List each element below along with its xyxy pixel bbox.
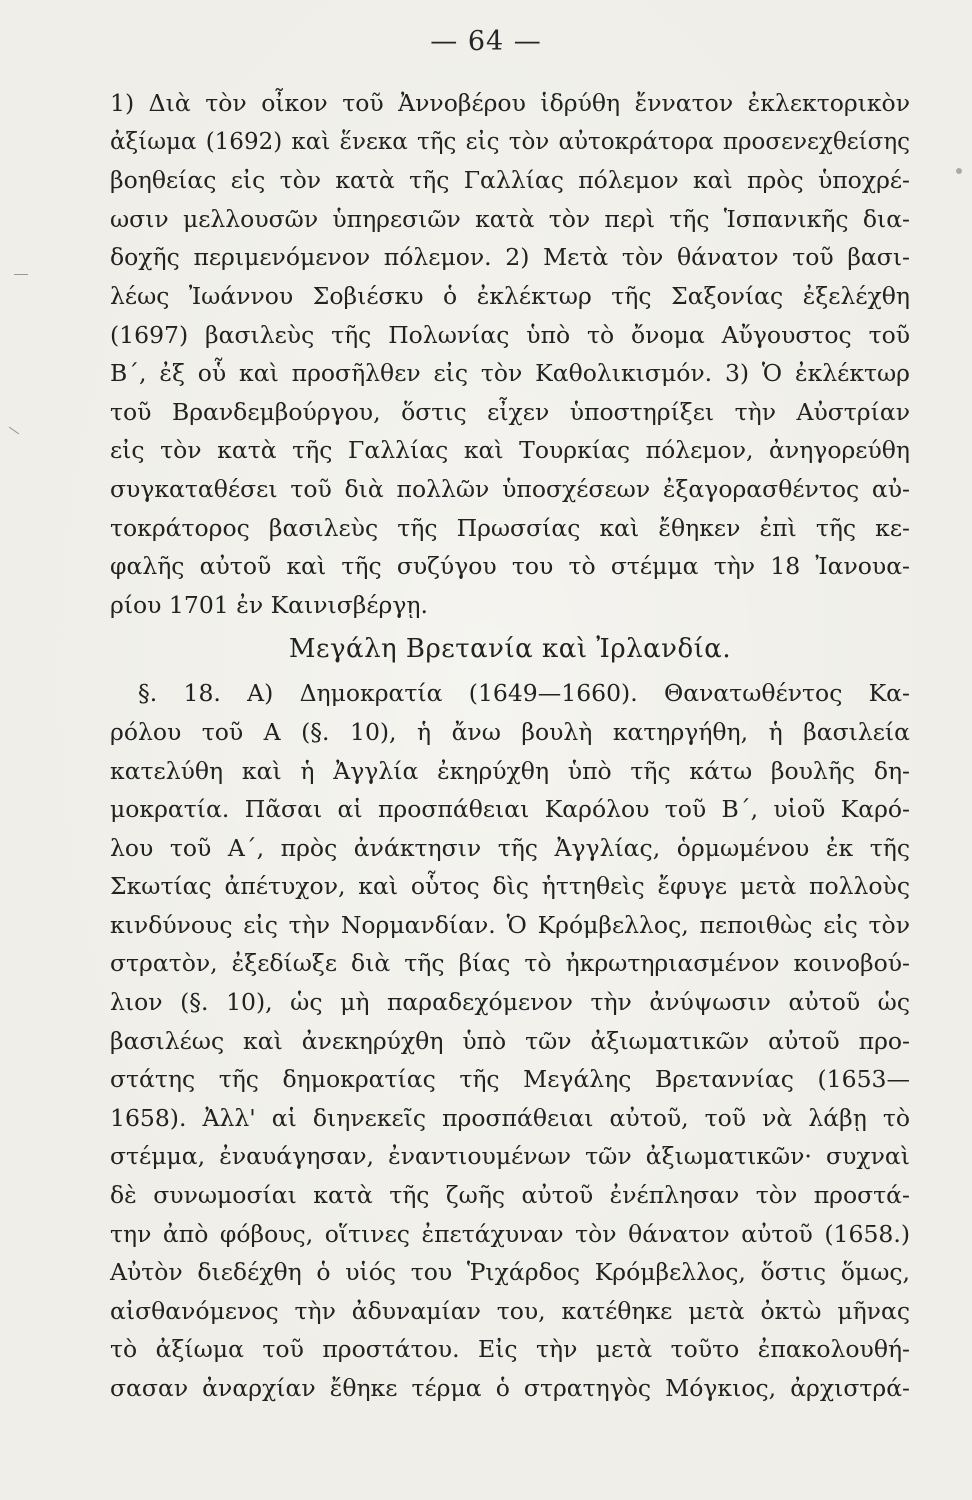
text-line: δὲ συνωμοσίαι κατὰ τῆς ζωῆς αὐτοῦ ἐνέπλησαν τὸν προστά- — [110, 1181, 910, 1210]
margin-mark — [14, 274, 28, 275]
text-line: βοηθείας εἰς τὸν κατὰ τῆς Γαλλίας πόλεμον καὶ πρὸς ὑποχρέ- — [110, 166, 910, 195]
text-line: τοῦ Βρανδεμβούργου, ὅστις εἶχεν ὑποστηρίξει τὴν Αὐστρίαν — [110, 397, 910, 426]
text-line: λιον (§. 10), ὡς μὴ παραδεχόμενον τὴν ἀνύψωσιν αὐτοῦ ὡς — [110, 988, 910, 1017]
text-line: 1658). Ἀλλ' αἱ διηνεκεῖς προσπάθειαι αὐτοῦ, τοῦ νὰ λάβῃ τὸ — [110, 1103, 910, 1132]
page-number: — 64 — — [430, 26, 542, 57]
text-line: σασαν ἀναρχίαν ἔθηκε τέρμα ὁ στρατηγὸς Μόγκιος, ἀρχιστρά- — [110, 1374, 910, 1402]
text-line: λου τοῦ Α΄, πρὸς ἀνάκτησιν τῆς Ἀγγλίας, ὁρμωμένου ἐκ τῆς — [110, 833, 910, 862]
text-line: (1697) βασιλεὺς τῆς Πολωνίας ὑπὸ τὸ ὄνομα Αὔγουστος τοῦ — [110, 320, 910, 349]
text-line: §. 18. Α) Δημοκρατία (1649—1660). Θανατωθέντος Κα- — [138, 679, 910, 708]
text-line: τὸ ἀξίωμα τοῦ προστάτου. Εἰς τὴν μετὰ τοῦτο ἐπακολουθή- — [110, 1335, 910, 1364]
text-line: βασιλέως καὶ ἀνεκηρύχθη ὑπὸ τῶν ἀξιωματικῶν αὐτοῦ προ- — [110, 1026, 910, 1055]
paragraph-commonwealth — [110, 674, 910, 1407]
text-line: Αὐτὸν διεδέχθη ὁ υἱός του Ῥιχάρδος Κρόμβελλος, ὅστις ὅμως, — [110, 1258, 910, 1287]
text-line: λέως Ἰωάννου Σοβιέσκυ ὁ ἐκλέκτωρ τῆς Σαξονίας ἐξελέχθη — [110, 281, 910, 310]
text-line: Σκωτίας ἀπέτυχον, καὶ οὗτος δὶς ἡττηθεὶς ἔφυγε μετὰ πολλοὺς — [110, 872, 910, 901]
text-line: φαλῆς αὐτοῦ καὶ τῆς συζύγου του τὸ στέμμα τὴν 18 Ἰανουα- — [110, 552, 910, 581]
paragraph-prussia-electors — [110, 84, 910, 624]
text-line: την ἀπὸ φόβους, οἵτινες ἐπετάχυναν τὸν θάνατον αὐτοῦ (1658.) — [110, 1219, 910, 1248]
text-line: μοκρατία. Πᾶσαι αἱ προσπάθειαι Καρόλου τοῦ Β΄, υἱοῦ Καρό- — [110, 795, 910, 824]
text-line: στάτης τῆς δημοκρατίας τῆς Μεγάλης Βρεταννίας (1653— — [110, 1065, 910, 1094]
margin-mark — [9, 427, 19, 435]
paper-spot — [956, 168, 962, 174]
text-line: ἀξίωμα (1692) καὶ ἕνεκα τῆς εἰς τὸν αὐτοκράτορα προσενεχθείσης — [110, 128, 910, 155]
text-line: αἰσθανόμενος τὴν ἀδυναμίαν του, κατέθηκε μετὰ ὀκτὼ μῆνας — [110, 1296, 910, 1325]
text-line: ρίου 1701 ἐν Καινισβέργῃ. — [110, 590, 428, 619]
text-line: τοκράτορος βασιλεὺς τῆς Πρωσσίας καὶ ἔθηκεν ἐπὶ τῆς κε- — [110, 513, 910, 542]
text-line: ρόλου τοῦ Α (§. 10), ἡ ἄνω βουλὴ κατηργήθη, ἡ βασιλεία — [110, 717, 910, 746]
text-line: στέμμα, ἐναυάγησαν, ἐναντιουμένων τῶν ἀξιωματικῶν· συχναὶ — [110, 1142, 910, 1171]
text-line: Β΄, ἐξ οὗ καὶ προσῆλθεν εἰς τὸν Καθολικισμόν. 3) Ὁ ἐκλέκτωρ — [110, 359, 910, 388]
text-body — [110, 84, 910, 1408]
text-line: ωσιν μελλουσῶν ὑπηρεσιῶν κατὰ τὸν περὶ τῆς Ἱσπανικῆς δια- — [110, 204, 910, 233]
text-line: στρατὸν, ἐξεδίωξε διὰ τῆς βίας τὸ ἠκρωτηριασμένον κοινοβού- — [110, 949, 910, 978]
text-line: κινδύνους εἰς τὴν Νορμανδίαν. Ὁ Κρόμβελλος, πεποιθὼς εἰς τὸν — [110, 910, 910, 939]
text-line: κατελύθη καὶ ἡ Ἀγγλία ἐκηρύχθη ὑπὸ τῆς κάτω βουλῆς δη- — [110, 756, 910, 785]
text-line: εἰς τὸν κατὰ τῆς Γαλλίας καὶ Τουρκίας πόλεμον, ἀνηγορεύθη — [110, 436, 910, 465]
text-line: συγκαταθέσει τοῦ διὰ πολλῶν ὑποσχέσεων ἐξαγορασθέντος αὐ- — [110, 474, 910, 503]
text-line: 1) Διὰ τὸν οἶκον τοῦ Ἀννοβέρου ἱδρύθη ἔννατον ἐκλεκτορικὸν — [110, 89, 910, 117]
section-heading: Μεγάλη Βρετανία καὶ Ἰρλανδία. — [288, 634, 732, 665]
text-line: δοχῆς περιμενόμενον πόλεμον. 2) Μετὰ τὸν θάνατον τοῦ βασι- — [110, 243, 910, 272]
